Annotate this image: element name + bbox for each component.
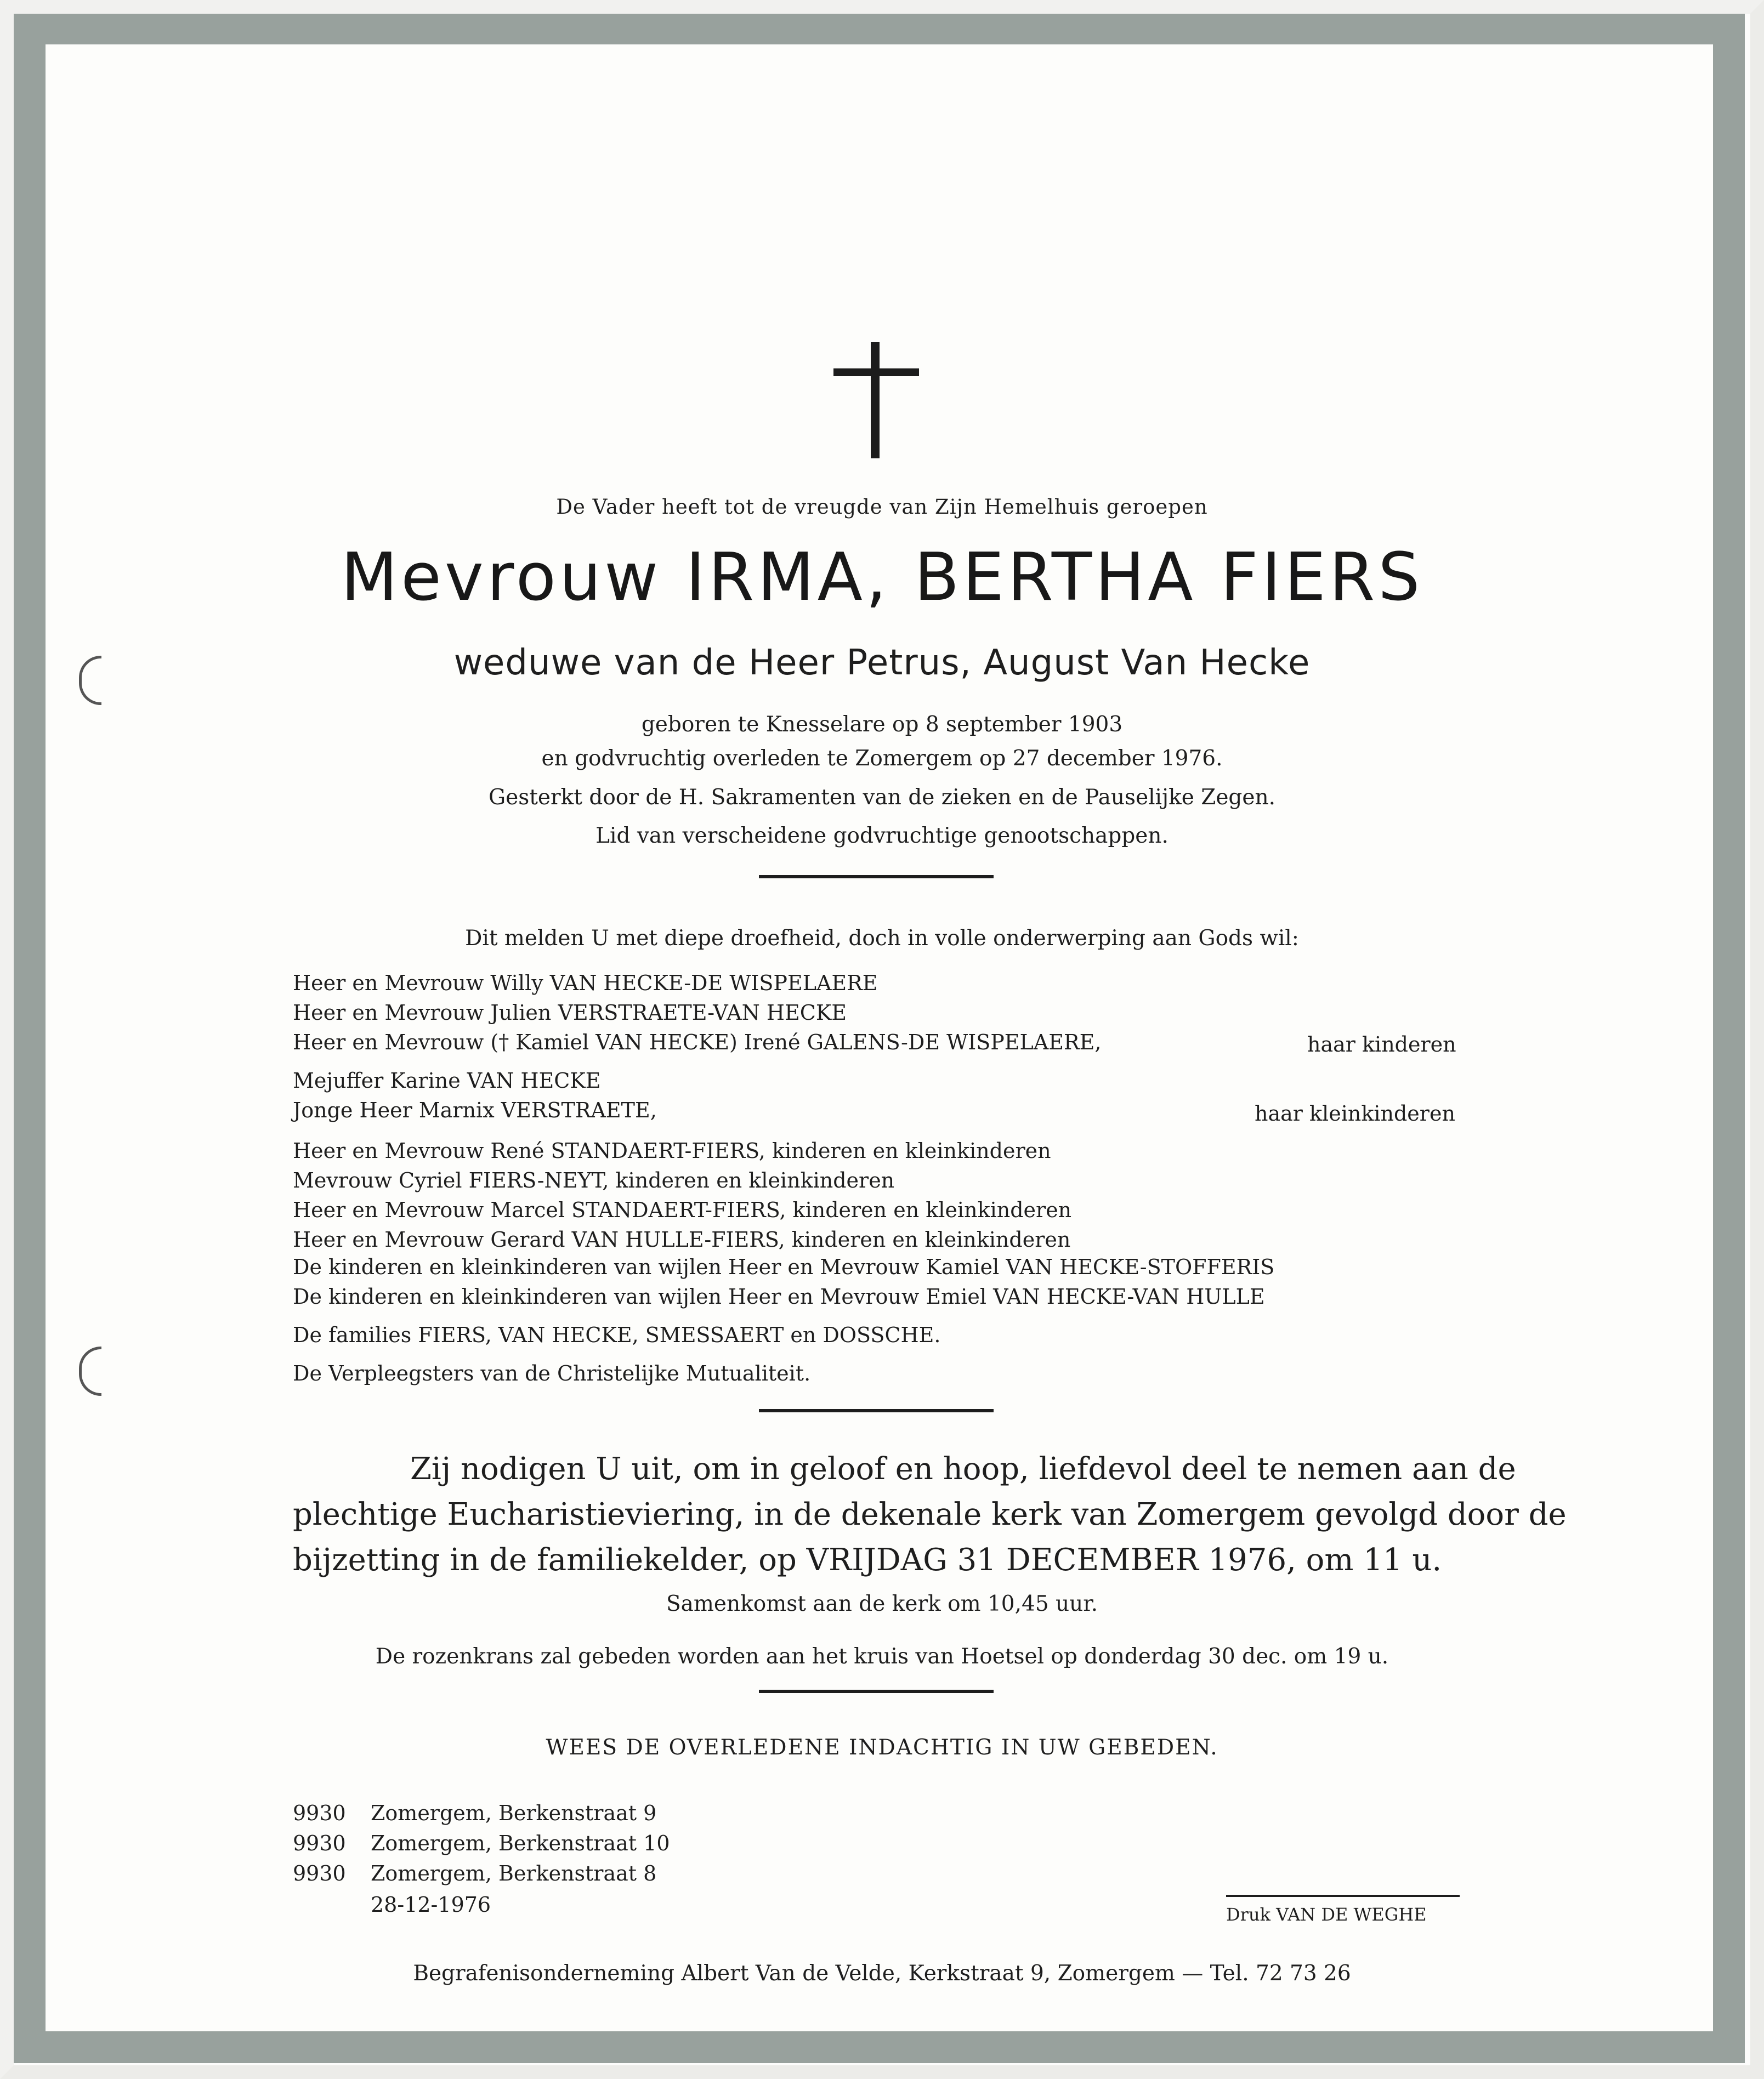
rosary-text: De rozenkrans zal gebeden worden aan het kruis van Hoetsel op donderdag 30 dec. om 19 u. xyxy=(375,1644,1389,1669)
children-label: haar kinderen xyxy=(1307,1032,1456,1056)
families-line: De families FIERS, VAN HECKE, SMESSAERT en DOSSCHE. xyxy=(293,1323,941,1347)
date-text: 28-12-1976 xyxy=(371,1893,491,1917)
child-line: Heer en Mevrouw († Kamiel VAN HECKE) Irené GALENS-DE WISPELAERE, xyxy=(293,1030,1102,1054)
relative-line: Mevrouw Cyriel FIERS-NEYT, kinderen en kleinkinderen xyxy=(293,1168,895,1192)
relative-line: De kinderen en kleinkinderen van wijlen Heer en Mevrouw Kamiel VAN HECKE-STOFFERIS xyxy=(293,1255,1275,1279)
intro-text: De Vader heeft tot de vreugde van Zijn Hemelhuis geroepen xyxy=(556,495,1208,519)
divider xyxy=(759,1690,994,1693)
address-code: 9930 xyxy=(293,1861,346,1885)
divider xyxy=(759,1409,994,1412)
child-line: Heer en Mevrouw Julien VERSTRAETE-VAN HECKE xyxy=(293,1001,847,1025)
gathering-text: Samenkomst aan de kerk om 10,45 uur. xyxy=(666,1592,1098,1616)
invitation-line: plechtige Eucharistieviering, in de dekenale kerk van Zomergem gevolgd door de xyxy=(293,1497,1567,1532)
printer-text: Druk VAN DE WEGHE xyxy=(1226,1904,1427,1925)
child-line: Heer en Mevrouw Willy VAN HECKE-DE WISPELAERE xyxy=(293,971,878,995)
cross-icon xyxy=(833,368,919,376)
deceased-name: Mevrouw IRMA, BERTHA FIERS xyxy=(341,539,1423,616)
sacraments-text: Gesterkt door de H. Sakramenten van de zieken en de Pauselijke Zegen. xyxy=(489,785,1275,810)
grandchildren-label: haar kleinkinderen xyxy=(1255,1101,1455,1126)
divider xyxy=(759,875,994,878)
remember-text: WEES DE OVERLEDENE INDACHTIG IN UW GEBEDEN. xyxy=(546,1735,1218,1760)
address-street: Zomergem, Berkenstraat 8 xyxy=(371,1861,657,1885)
relative-line: Heer en Mevrouw René STANDAERT-FIERS, kinderen en kleinkinderen xyxy=(293,1139,1051,1163)
membership-text: Lid van verscheidene godvruchtige genootschappen. xyxy=(595,823,1169,848)
invitation-line: Zij nodigen U uit, om in geloof en hoop, liefdevol deel te nemen aan de xyxy=(410,1451,1516,1487)
address-street: Zomergem, Berkenstraat 9 xyxy=(371,1801,657,1825)
grandchild-line: Jonge Heer Marnix VERSTRAETE, xyxy=(293,1098,657,1122)
address-code: 9930 xyxy=(293,1801,346,1825)
invitation-line: bijzetting in de familiekelder, op VRIJDAG 31 DECEMBER 1976, om 11 u. xyxy=(293,1542,1442,1578)
grandchild-line: Mejuffer Karine VAN HECKE xyxy=(293,1069,601,1093)
cross-icon xyxy=(871,342,880,458)
widow-text: weduwe van de Heer Petrus, August Van Hecke xyxy=(453,643,1311,683)
relative-line: De kinderen en kleinkinderen van wijlen Heer en Mevrouw Emiel VAN HECKE-VAN HULLE xyxy=(293,1285,1265,1309)
address-code: 9930 xyxy=(293,1831,346,1855)
relative-line: Heer en Mevrouw Marcel STANDAERT-FIERS, kinderen en kleinkinderen xyxy=(293,1198,1072,1222)
undertaker-text: Begrafenisonderneming Albert Van de Velde, Kerkstraat 9, Zomergem — Tel. 72 73 26 xyxy=(413,1961,1351,1986)
died-text: en godvruchtig overleden te Zomergem op 27 december 1976. xyxy=(541,746,1223,771)
address-street: Zomergem, Berkenstraat 10 xyxy=(371,1831,670,1855)
announcement-text: Dit melden U met diepe droefheid, doch in volle onderwerping aan Gods wil: xyxy=(465,926,1299,951)
relative-line: Heer en Mevrouw Gerard VAN HULLE-FIERS, kinderen en kleinkinderen xyxy=(293,1228,1071,1252)
nurses-line: De Verpleegsters van de Christelijke Mutualiteit. xyxy=(293,1361,811,1385)
born-text: geboren te Knesselare op 8 september 1903 xyxy=(641,712,1123,737)
printer-rule xyxy=(1226,1895,1460,1897)
